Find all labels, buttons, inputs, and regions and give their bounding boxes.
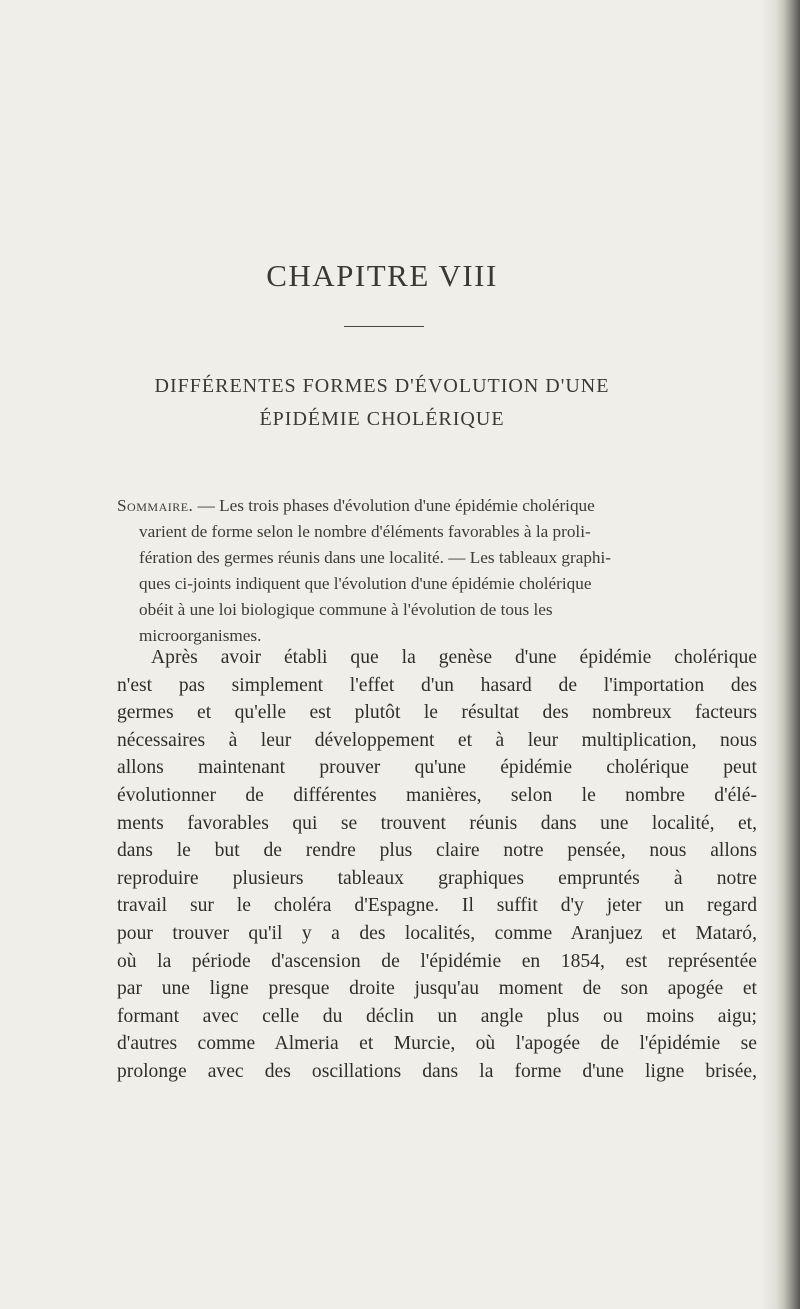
- body-line: d'autres comme Almeria et Murcie, où l'apogée de l'épidémie se: [117, 1033, 757, 1055]
- body-line: dans le but de rendre plus claire notre pensée, nous allons: [117, 840, 757, 862]
- body-line: allons maintenant prouver qu'une épidémie cholérique peut: [117, 757, 757, 779]
- body-line: germes et qu'elle est plutôt le résultat des nombreux facteurs: [117, 702, 757, 724]
- chapter-summary: [117, 493, 757, 649]
- page-edge-shadow: [760, 0, 774, 1309]
- body-line: reproduire plusieurs tableaux graphiques empruntés à notre: [117, 867, 757, 889]
- body-line: n'est pas simplement l'effet d'un hasard de l'importation des: [117, 674, 757, 696]
- body-line: Après avoir établi que la genèse d'une épidémie cholérique: [151, 647, 757, 668]
- chapter-heading: [0, 370, 764, 436]
- body-line: formant avec celle du déclin un angle plus ou moins aigu;: [117, 1005, 757, 1027]
- body-paragraph: [117, 644, 757, 1086]
- summary-line-5: obéit à une loi biologique commune à l'évolution de tous les: [139, 600, 553, 619]
- body-line: nécessaires à leur développement et à leur multiplication, nous: [117, 729, 757, 751]
- body-line: ments favorables qui se trouvent réunis dans une localité, et,: [117, 812, 757, 834]
- body-line: où la période d'ascension de l'épidémie en 1854, est représentée: [117, 950, 757, 972]
- chapter-title: CHAPITRE VIII: [266, 258, 498, 293]
- summary-label: Sommaire.: [117, 496, 194, 515]
- summary-line-1-text: — Les trois phases d'évolution d'une épidémie cholérique: [197, 496, 595, 515]
- body-line: pour trouver qu'il y a des localités, comme Aranjuez et Mataró,: [117, 922, 757, 944]
- body-line: prolonge avec des oscillations dans la forme d'une ligne brisée,: [117, 1060, 757, 1082]
- chapter-heading-line-1: DIFFÉRENTES FORMES D'ÉVOLUTION D'UNE: [154, 375, 610, 397]
- body-line: évolutionner de différentes manières, selon le nombre d'élé-: [117, 784, 757, 806]
- page-edge: [774, 0, 800, 1309]
- summary-line-1: [117, 493, 757, 519]
- summary-line-4: ques ci-joints indiquent que l'évolution d'une épidémie cholérique: [139, 574, 592, 593]
- title-rule: [344, 326, 424, 327]
- body-line: travail sur le choléra d'Espagne. Il suffit d'y jeter un regard: [117, 895, 757, 917]
- body-line: par une ligne presque droite jusqu'au moment de son apogée et: [117, 978, 757, 1000]
- chapter-heading-line-2: ÉPIDÉMIE CHOLÉRIQUE: [259, 408, 505, 430]
- summary-line-3: fération des germes réunis dans une localité. — Les tableaux graphi-: [139, 548, 612, 567]
- summary-line-6: microorganismes.: [139, 626, 262, 645]
- summary-line-2: varient de forme selon le nombre d'éléments favorables à la proli-: [139, 522, 591, 541]
